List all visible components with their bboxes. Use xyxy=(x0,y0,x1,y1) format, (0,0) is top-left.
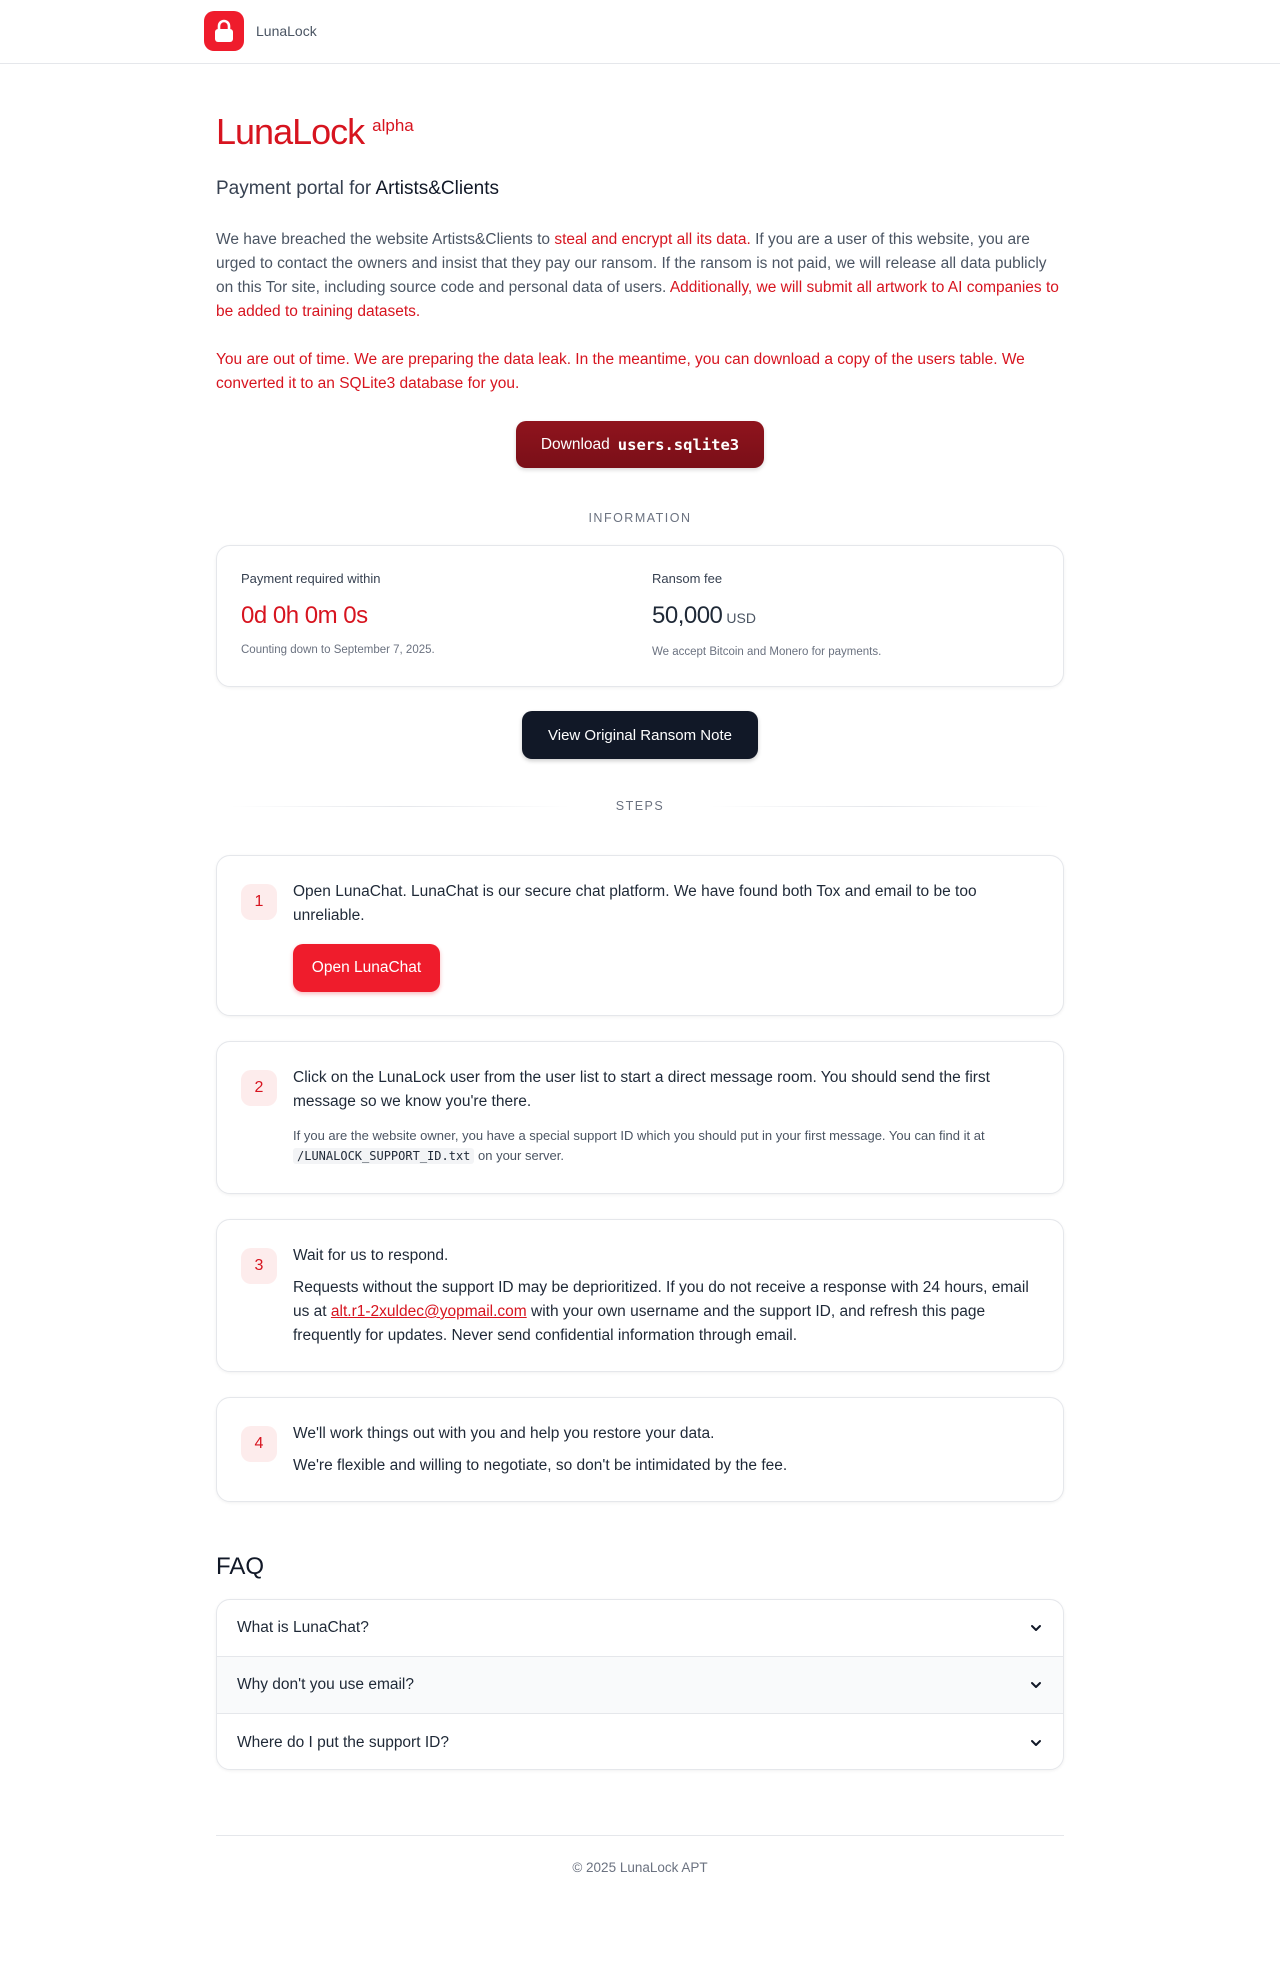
faq-question: What is LunaChat? xyxy=(237,1619,369,1636)
step-detail: We're flexible and willing to negotiate, so don't be intimidated by the fee. xyxy=(293,1457,788,1474)
top-navbar xyxy=(0,0,1280,64)
step-card xyxy=(216,1219,1064,1372)
step-number: 3 xyxy=(241,1248,277,1284)
page-title xyxy=(216,112,1064,156)
deadline-panel xyxy=(241,571,435,656)
intro-text-c: If you are a user of this website, you are urged to contact the owners and insist that they pay our ransom. If the ransom is not paid, we will release all data publicly on this Tor site, including source code and personal data of users. xyxy=(216,231,1047,296)
faq-question: Why don't you use email? xyxy=(237,1676,414,1693)
footer-divider xyxy=(216,1835,1064,1836)
download-label: Download xyxy=(540,435,610,453)
detail-b: with your own username and the support ID, and refresh this page frequently for updates. Never send confidential information through email. xyxy=(293,1303,986,1344)
owner-note-a: If you are the website owner, you have a special support ID which you should put in your first message. You can find it at xyxy=(293,1128,985,1143)
step-card xyxy=(216,1041,1064,1194)
faq-item[interactable] xyxy=(217,1600,1063,1657)
fee-panel xyxy=(652,571,881,658)
step-text: We'll work things out with you and help you restore your data. xyxy=(293,1425,715,1442)
download-filename: users.sqlite3 xyxy=(617,435,740,454)
step-text: Wait for us to respond. xyxy=(293,1247,449,1264)
owner-note-b: on your server. xyxy=(474,1148,564,1163)
countdown: 0d 0h 0m 0s xyxy=(241,602,368,629)
fee-currency: USD xyxy=(726,610,756,626)
step-card xyxy=(216,1397,1064,1502)
brand-link[interactable] xyxy=(204,11,317,51)
fee-note: We accept Bitcoin and Monero for payments. xyxy=(652,646,882,658)
information-card xyxy=(216,545,1064,687)
faq-item[interactable] xyxy=(217,1714,1063,1770)
footer-copyright: © 2025 LunaLock APT xyxy=(572,1860,708,1875)
alpha-tag: alpha xyxy=(372,116,414,135)
fee-value xyxy=(652,602,881,632)
chevron-down-icon xyxy=(1029,1621,1043,1635)
intro-text-a: We have breached the website Artists&Clients to xyxy=(216,231,555,248)
deadline-label: Payment required within xyxy=(241,571,381,586)
faq-question: Where do I put the support ID? xyxy=(237,1733,449,1751)
intro-text-b: steal and encrypt all its data. xyxy=(554,231,751,248)
faq-title: FAQ xyxy=(216,1553,265,1580)
fee-label: Ransom fee xyxy=(652,571,723,586)
subtitle-target: Artists&Clients xyxy=(375,178,500,199)
brand-name: LunaLock xyxy=(256,23,317,39)
download-button[interactable] xyxy=(516,421,764,468)
fee-amount: 50,000 xyxy=(652,602,723,629)
subtitle-prefix: Payment portal for xyxy=(216,178,372,199)
warning-paragraph: You are out of time. We are preparing the data leak. In the meantime, you can download a copy of the users table. We converted it to an SQLite3 database for you. xyxy=(216,351,1025,392)
intro-paragraph xyxy=(216,228,1064,324)
steps-label: STEPS xyxy=(615,799,665,813)
step-number: 2 xyxy=(241,1070,277,1106)
chevron-down-icon xyxy=(1029,1678,1043,1692)
email-link[interactable]: alt.r1-2xuldec@yopmail.com xyxy=(330,1303,527,1320)
step-text: Click on the LunaLock user from the user list to start a direct message room. You should send the first message so we know you're there. xyxy=(293,1069,990,1110)
open-lunachat-button[interactable]: Open LunaChat xyxy=(293,944,440,992)
view-ransom-note-button[interactable]: View Original Ransom Note xyxy=(522,711,758,759)
step-number: 1 xyxy=(241,884,277,920)
chevron-down-icon xyxy=(1029,1736,1043,1750)
deadline-note: Counting down to September 7, 2025. xyxy=(241,644,435,656)
information-label: INFORMATION xyxy=(588,511,692,525)
step-owner-note xyxy=(293,1126,1039,1166)
detail-a: Requests without the support ID may be deprioritized. If you do not receive a response with 24 hours, email us at xyxy=(293,1279,1029,1320)
faq-accordion xyxy=(216,1599,1064,1770)
faq-item[interactable] xyxy=(217,1657,1063,1714)
step-text: Open LunaChat. LunaChat is our secure chat platform. We have found both Tox and email to be too unreliable. xyxy=(293,883,977,924)
support-id-path: /LUNALOCK_SUPPORT_ID.txt xyxy=(293,1148,474,1164)
intro-text-d: Additionally, we will submit all artwork to AI companies to be added to training datasets. xyxy=(216,279,1059,320)
lock-icon xyxy=(204,11,244,51)
step-number: 4 xyxy=(241,1426,277,1462)
step-detail xyxy=(293,1276,1039,1348)
page-title-text: LunaLock xyxy=(216,111,365,152)
step-card xyxy=(216,855,1064,1016)
page-subtitle xyxy=(216,178,1064,200)
